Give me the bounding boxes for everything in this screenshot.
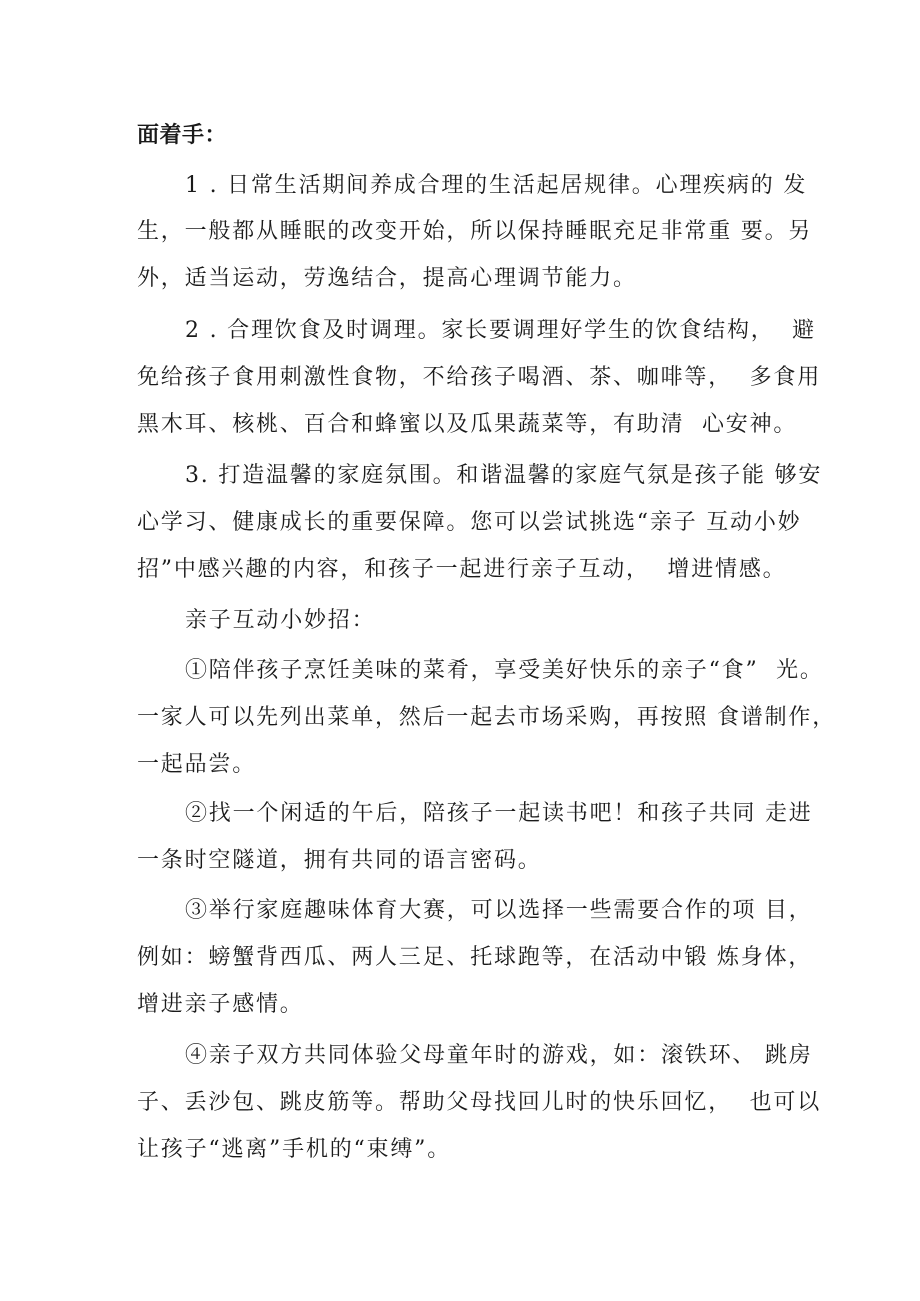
paragraph-3-line-3: 招”中感兴趣的内容，和孩子一起进行亲子互动， 增进情感。	[137, 557, 787, 582]
tip-2-line-2: 一条时空隧道，拥有共同的语言密码。	[137, 848, 542, 873]
tip-1-line-1: ①陪伴孩子烹饪美味的菜肴，享受美好快乐的亲子“食” 光。	[185, 658, 824, 683]
paragraph-1-line-1: 1 . 日常生活期间养成合理的生活起居规律。心理疾病的 发	[185, 173, 808, 198]
paragraph-1-line-2: 生，一般都从睡眠的改变开始，所以保持睡眠充足非常重 要。另	[137, 219, 813, 244]
paragraph-2-line-2: 免给孩子食用刺激性食物，不给孩子喝酒、茶、咖啡等， 多食用	[137, 365, 821, 390]
tip-4-line-3: 让孩子“逃离”手机的“束缚”。	[137, 1137, 451, 1162]
paragraph-1-line-3: 外，适当运动，劳逸结合，提高心理调节能力。	[137, 266, 637, 291]
section-heading: 面着手：	[137, 123, 228, 148]
tip-3-line-2: 例如：螃蟹背西瓜、两人三足、托球跑等，在活动中锻 炼身体，	[137, 945, 813, 970]
tip-1-line-3: 一起品尝。	[137, 752, 257, 777]
tip-4-line-2: 子、丢沙包、跳皮筋等。帮助父母找回儿时的快乐回忆， 也可以	[137, 1090, 821, 1115]
paragraph-3-line-1: 3. 打造温馨的家庭氛围。和谐温馨的家庭气氛是孩子能 够安	[185, 463, 823, 488]
tip-3-line-1: ③举行家庭趣味体育大赛，可以选择一些需要合作的项 目，	[185, 898, 813, 923]
tips-heading: 亲子互动小妙招：	[185, 608, 376, 633]
paragraph-3-line-2: 心学习、健康成长的重要保障。您可以尝试挑选“亲子 互动小妙	[137, 510, 802, 535]
tip-3-line-3: 增进亲子感情。	[137, 992, 304, 1017]
tip-4-line-1: ④亲子双方共同体验父母童年时的游戏，如：滚铁环、 跳房	[185, 1043, 813, 1068]
paragraph-2-line-3: 黑木耳、核桃、百合和蜂蜜以及瓜果蔬菜等，有助清 心安神。	[137, 412, 798, 437]
tip-1-line-2: 一家人可以先列出菜单，然后一起去市场采购，再按照 食谱制作，	[137, 705, 836, 730]
paragraph-2-line-1: 2 . 合理饮食及时调理。家长要调理好学生的饮食结构， 避	[185, 318, 816, 343]
tip-2-line-1: ②找一个闲适的午后，陪孩子一起读书吧！和孩子共同 走进	[185, 801, 813, 826]
